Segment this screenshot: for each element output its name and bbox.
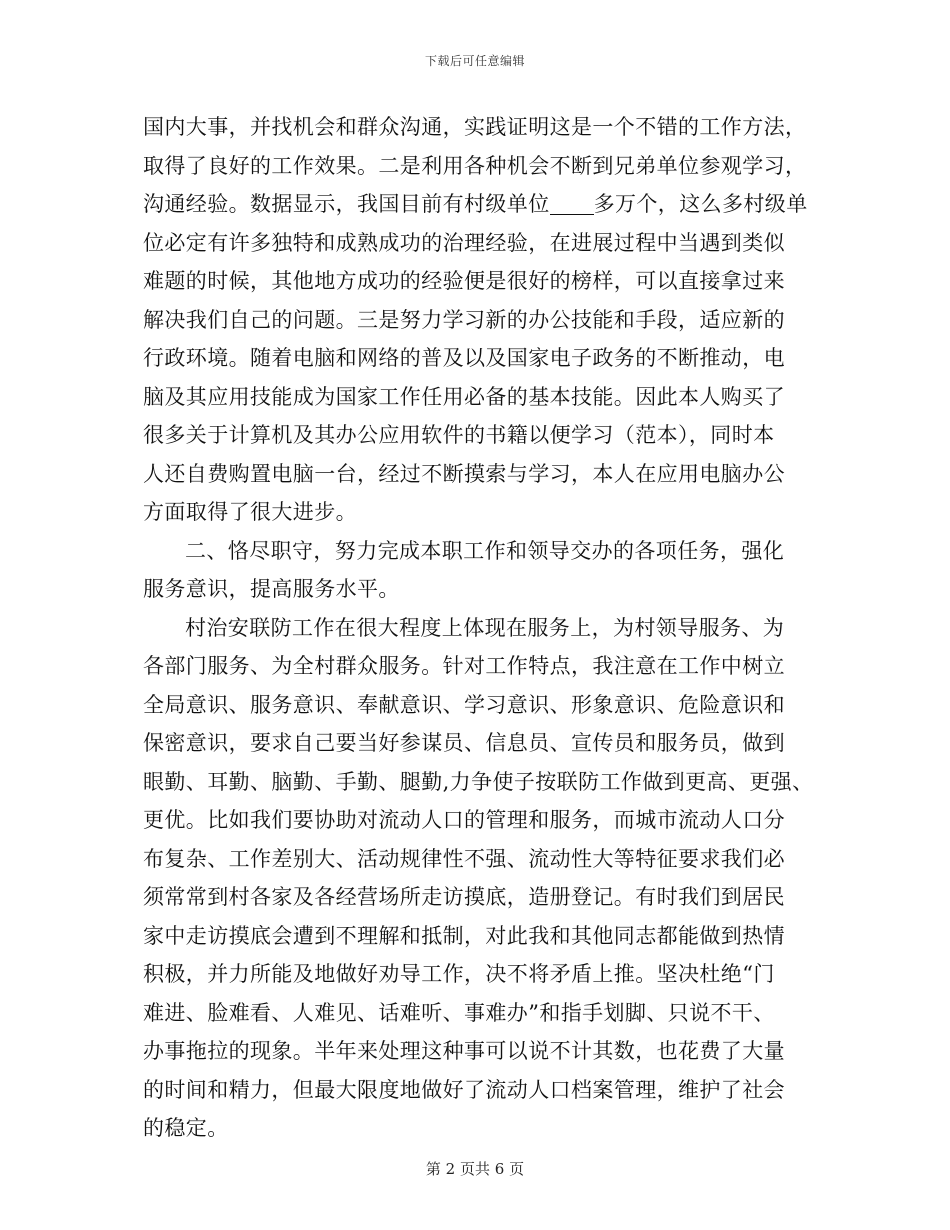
text-line: 的时间和精力，但最大限度地做好了流动人口档案管理，维护了社会 [143, 1077, 785, 1102]
section-heading-line: 二、恪尽职守，努力完成本职工作和领导交办的各项任务，强化 [185, 538, 785, 563]
text-line: 难题的时候，其他地方成功的经验便是很好的榜样，可以直接拿过来 [143, 269, 785, 293]
page-number: 第 2 页共 6 页 [425, 1160, 525, 1178]
paragraph-first-line: 村治安联防工作在很大程度上体现在服务上，为村领导服务、为 [185, 615, 785, 640]
text-fragment: 多万个，这么多村级单 [593, 192, 808, 216]
text-line: 位必定有许多独特和成熟成功的治理经验，在进展过程中当遇到类似 [143, 230, 785, 255]
text-line: 须常常到村各家及各经营场所走访摸底，造册登记。有时我们到居民 [143, 885, 785, 909]
text-line: 脑及其应用技能成为国家工作任用必备的基本技能。因此本人购买了 [143, 384, 785, 409]
text-line-with-blank [143, 185, 823, 224]
text-fragment: 沟通经验。数据显示，我国目前有村级单位 [143, 192, 550, 216]
text-line: 办事拖拉的现象。半年来处理这种事可以说不计其数，也花费了大量 [143, 1039, 785, 1063]
fill-in-blank [550, 192, 594, 215]
text-line: 家中走访摸底会遭到不理解和抵制，对此我和其他同志都能做到热情 [143, 923, 785, 948]
text-line: 眼勤、耳勤、脑勤、手勤、腿勤,力争使子按联防工作做到更高、更强、 [143, 769, 814, 794]
text-line: 积极，并力所能及地做好劝导工作，决不将矛盾上推。坚决杜绝“门 [143, 962, 775, 986]
text-line: 解决我们自己的问题。三是努力学习新的办公技能和手段，适应新的 [143, 307, 785, 332]
text-line: 布复杂、工作差别大、活动规律性不强、流动性大等特征要求我们必 [143, 846, 785, 871]
text-line: 很多关于计算机及其办公应用软件的书籍以便学习（范本），同时本 [143, 423, 775, 447]
text-line: 更优。比如我们要协助对流动人口的管理和服务，而城市流动人口分 [143, 808, 785, 832]
page-header: 下载后可任意编辑 [424, 54, 525, 68]
text-line: 取得了良好的工作效果。二是利用各种机会不断到兄弟单位参观学习， [143, 153, 807, 178]
text-line: 各部门服务、为全村群众服务。针对工作特点，我注意在工作中树立 [143, 654, 785, 678]
text-line: 行政环境。随着电脑和网络的普及以及国家电子政务的不断推动，电 [143, 346, 785, 370]
text-line: 难进、脸难看、人难见、话难听、事难办”和指手划脚、只说不干、 [143, 1000, 775, 1025]
section-heading-line: 服务意识，提高服务水平。 [143, 577, 400, 601]
text-line: 国内大事，并找机会和群众沟通，实践证明这是一个不错的工作方法， [143, 115, 807, 139]
text-line: 的稳定。 [143, 1116, 229, 1140]
text-line: 保密意识，要求自己要当好参谋员、信息员、宣传员和服务员，做到 [143, 731, 785, 755]
text-line: 人还自费购置电脑一台，经过不断摸索与学习，本人在应用电脑办公 [143, 461, 785, 486]
text-line: 全局意识、服务意识、奉献意识、学习意识、形象意识、危险意识和 [143, 692, 785, 717]
text-line: 方面取得了很大进步。 [143, 500, 357, 524]
document-body [143, 108, 823, 1148]
